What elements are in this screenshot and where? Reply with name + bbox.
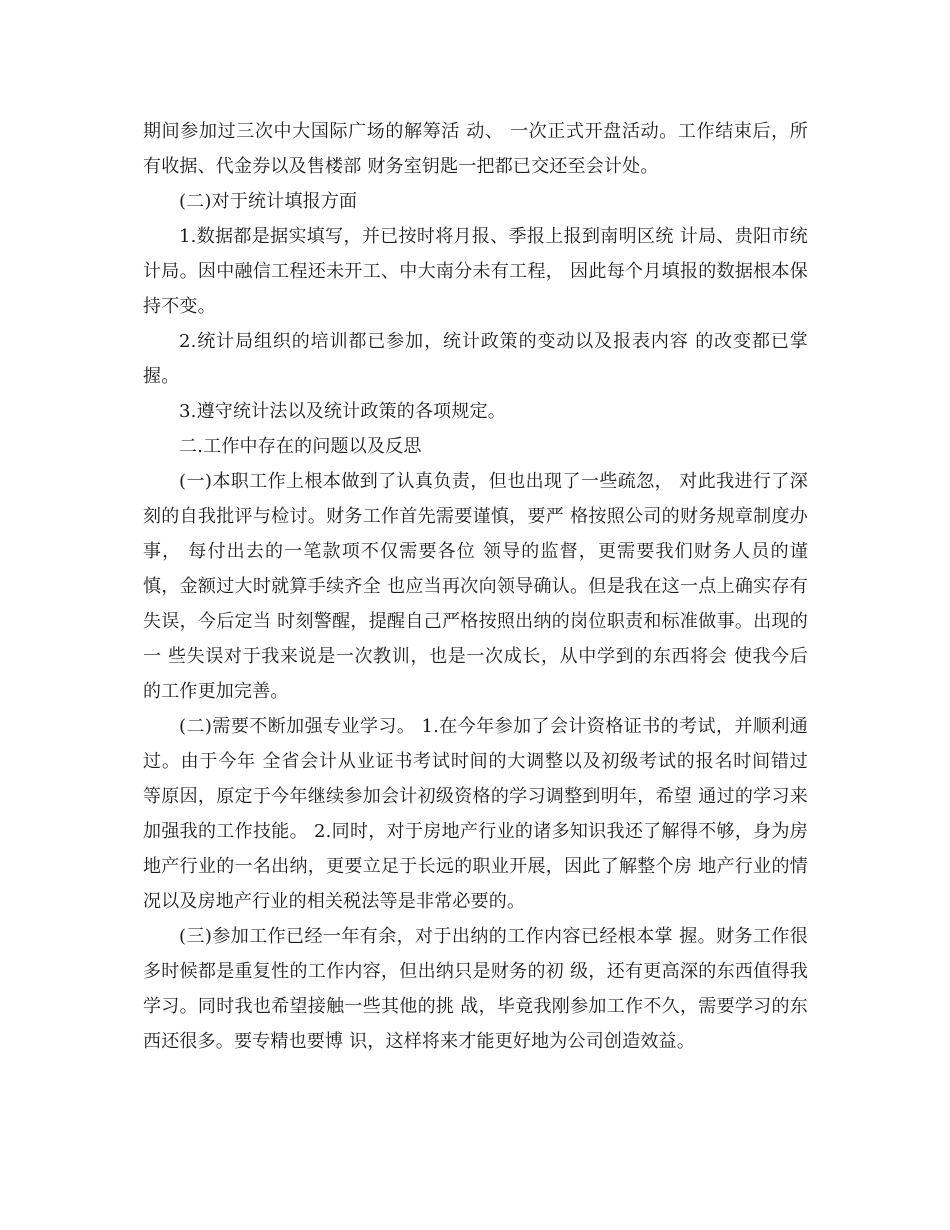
heading-statistics-reporting: (二)对于统计填报方面 — [179, 191, 358, 212]
paragraph-item-2: 2.统计局组织的培训都已参加，统计政策的变动以及报表内容 的改变都已掌握。 — [143, 331, 808, 387]
document-body — [143, 114, 808, 1059]
paragraph-reflection-2: (二)需要不断加强专业学习。 1.在今年参加了会计资格证书的考试，并顺利通过。由于今年 全省会计从业证书考试时间的大调整以及初级考试的报名时间错过 等原因，原定于今年继续参加会计初级资格的学习调整到明年，希望 通过的学习来加强我的工作技能。 2.同时，对于房地产行业的诸多知识我还了解得不够，身为房 地产行业的一名出纳，更要立足于长远的职业开展，因此了解整个房 地产行业的情况以及房地产行业的相关税法等是非常必要的。 — [143, 716, 808, 912]
paragraph-continuation: 期间参加过三次中大国际广场的解筹活 动、 一次正式开盘活动。工作结束后，所有收据、代金券以及售楼部 财务室钥匙一把都已交还至会计处。 — [143, 121, 808, 177]
heading-problems-reflection: 二.工作中存在的问题以及反思 — [179, 436, 422, 457]
paragraph-reflection-1: (一)本职工作上根本做到了认真负责，但也出现了一些疏忽， 对此我进行了深刻的自我批评与检讨。财务工作首先需要谨慎，要严 格按照公司的财务规章制度办事， 每付出去的一笔款项不仅需要各位 领导的监督，更需要我们财务人员的谨慎，金额过大时就算手续齐全 也应当再次向领导确认。但是我在这一点上确实存有失误，今后定当 时刻警醒，提醒自己严格按照出纳的岗位职责和标准做事。出现的一 些失误对于我来说是一次教训，也是一次成长，从中学到的东西将会 使我今后的工作更加完善。 — [143, 471, 808, 702]
paragraph-item-3: 3.遵守统计法以及统计政策的各项规定。 — [179, 401, 506, 422]
paragraph-reflection-3: (三)参加工作已经一年有余，对于出纳的工作内容已经根本掌 握。财务工作很多时候都是重复性的工作内容，但出纳只是财务的初 级，还有更高深的东西值得我学习。同时我也希望接触一些其他的挑 战，毕竟我刚参加工作不久，需要学习的东西还很多。要专精也要博 识，这样将来才能更好地为公司创造效益。 — [143, 926, 808, 1052]
paragraph-item-1: 1.数据都是据实填写，并已按时将月报、季报上报到南明区统 计局、贵阳市统计局。因中融信工程还未开工、中大南分未有工程， 因此每个月填报的数据根本保持不变。 — [143, 226, 808, 317]
